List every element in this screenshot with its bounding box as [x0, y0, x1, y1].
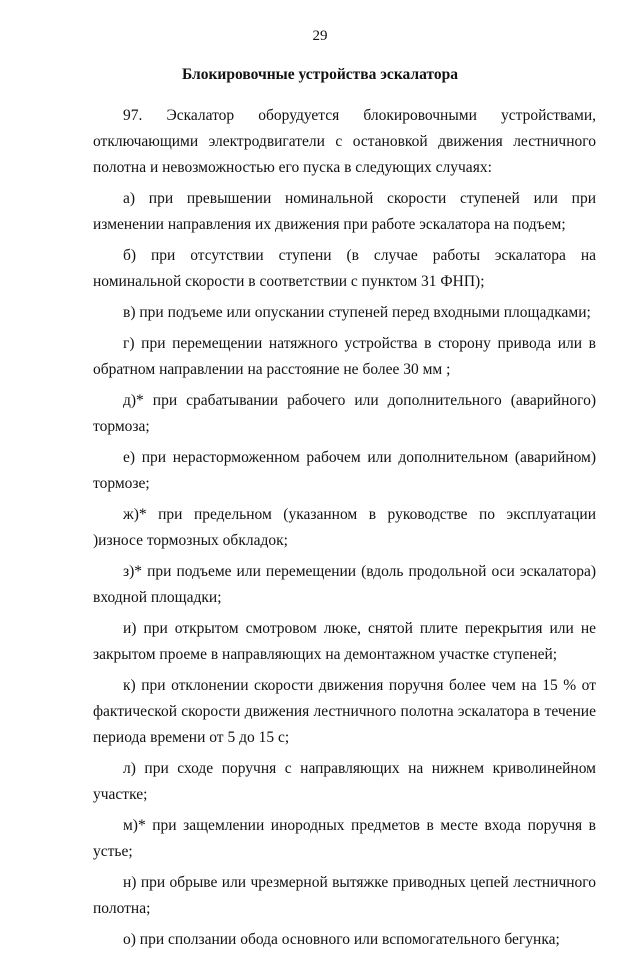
body-text: [93, 103, 596, 953]
list-item-l: л) при сходе поручня с направляющих на нижнем криволинейном участке;: [93, 760, 596, 803]
list-item-e: е) при нерасторможенном рабочем или дополнительном (аварийном) тормозе;: [93, 449, 596, 492]
section-title: Блокировочные устройства эскалатора: [182, 66, 458, 83]
list-item-a: а) при превышении номинальной скорости ступеней или при изменении направления их движения при работе эскалатора на подъем;: [93, 190, 596, 233]
page-number: 29: [312, 28, 328, 44]
list-item-n: н) при обрыве или чрезмерной вытяжке приводных цепей лестничного полотна;: [93, 874, 596, 917]
list-item-o: о) при сползании обода основного или вспомогательного бегунка;: [123, 931, 560, 948]
list-item-d: д)* при срабатывании рабочего или дополнительного (аварийного) тормоза;: [93, 392, 596, 435]
list-item-k: к) при отклонении скорости движения поручня более чем на 15 % от фактической скорости движения лестничного полотна эскалатора в течение периода времени от 5 до 15 с;: [93, 677, 596, 746]
list-item-b: б) при отсутствии ступени (в случае работы эскалатора на номинальной скорости в соответствии с пунктом 31 ФНП);: [93, 247, 596, 290]
list-item-g: г) при перемещении натяжного устройства в сторону привода или в обратном направлении на расстояние не более 30 мм ;: [93, 335, 596, 378]
list-item-m: м)* при защемлении инородных предметов в месте входа поручня в устье;: [93, 817, 596, 860]
paragraph-97: 97. Эскалатор оборудуется блокировочными устройствами, отключающими электродвигатели с остановкой движения лестничного полотна и невозможностью его пуска в следующих случаях:: [93, 107, 596, 176]
list-item-zh: ж)* при предельном (указанном в руководстве по эксплуатации )износе тормозных обкладок;: [93, 506, 596, 549]
list-item-z: з)* при подъеме или перемещении (вдоль продольной оси эскалатора) входной площадки;: [93, 563, 596, 606]
list-item-i: и) при открытом смотровом люке, снятой плите перекрытия или не закрытом проеме в направляющих на демонтажном участке ступеней;: [93, 620, 596, 663]
list-item-v: в) при подъеме или опускании ступеней перед входными площадками;: [123, 304, 591, 321]
